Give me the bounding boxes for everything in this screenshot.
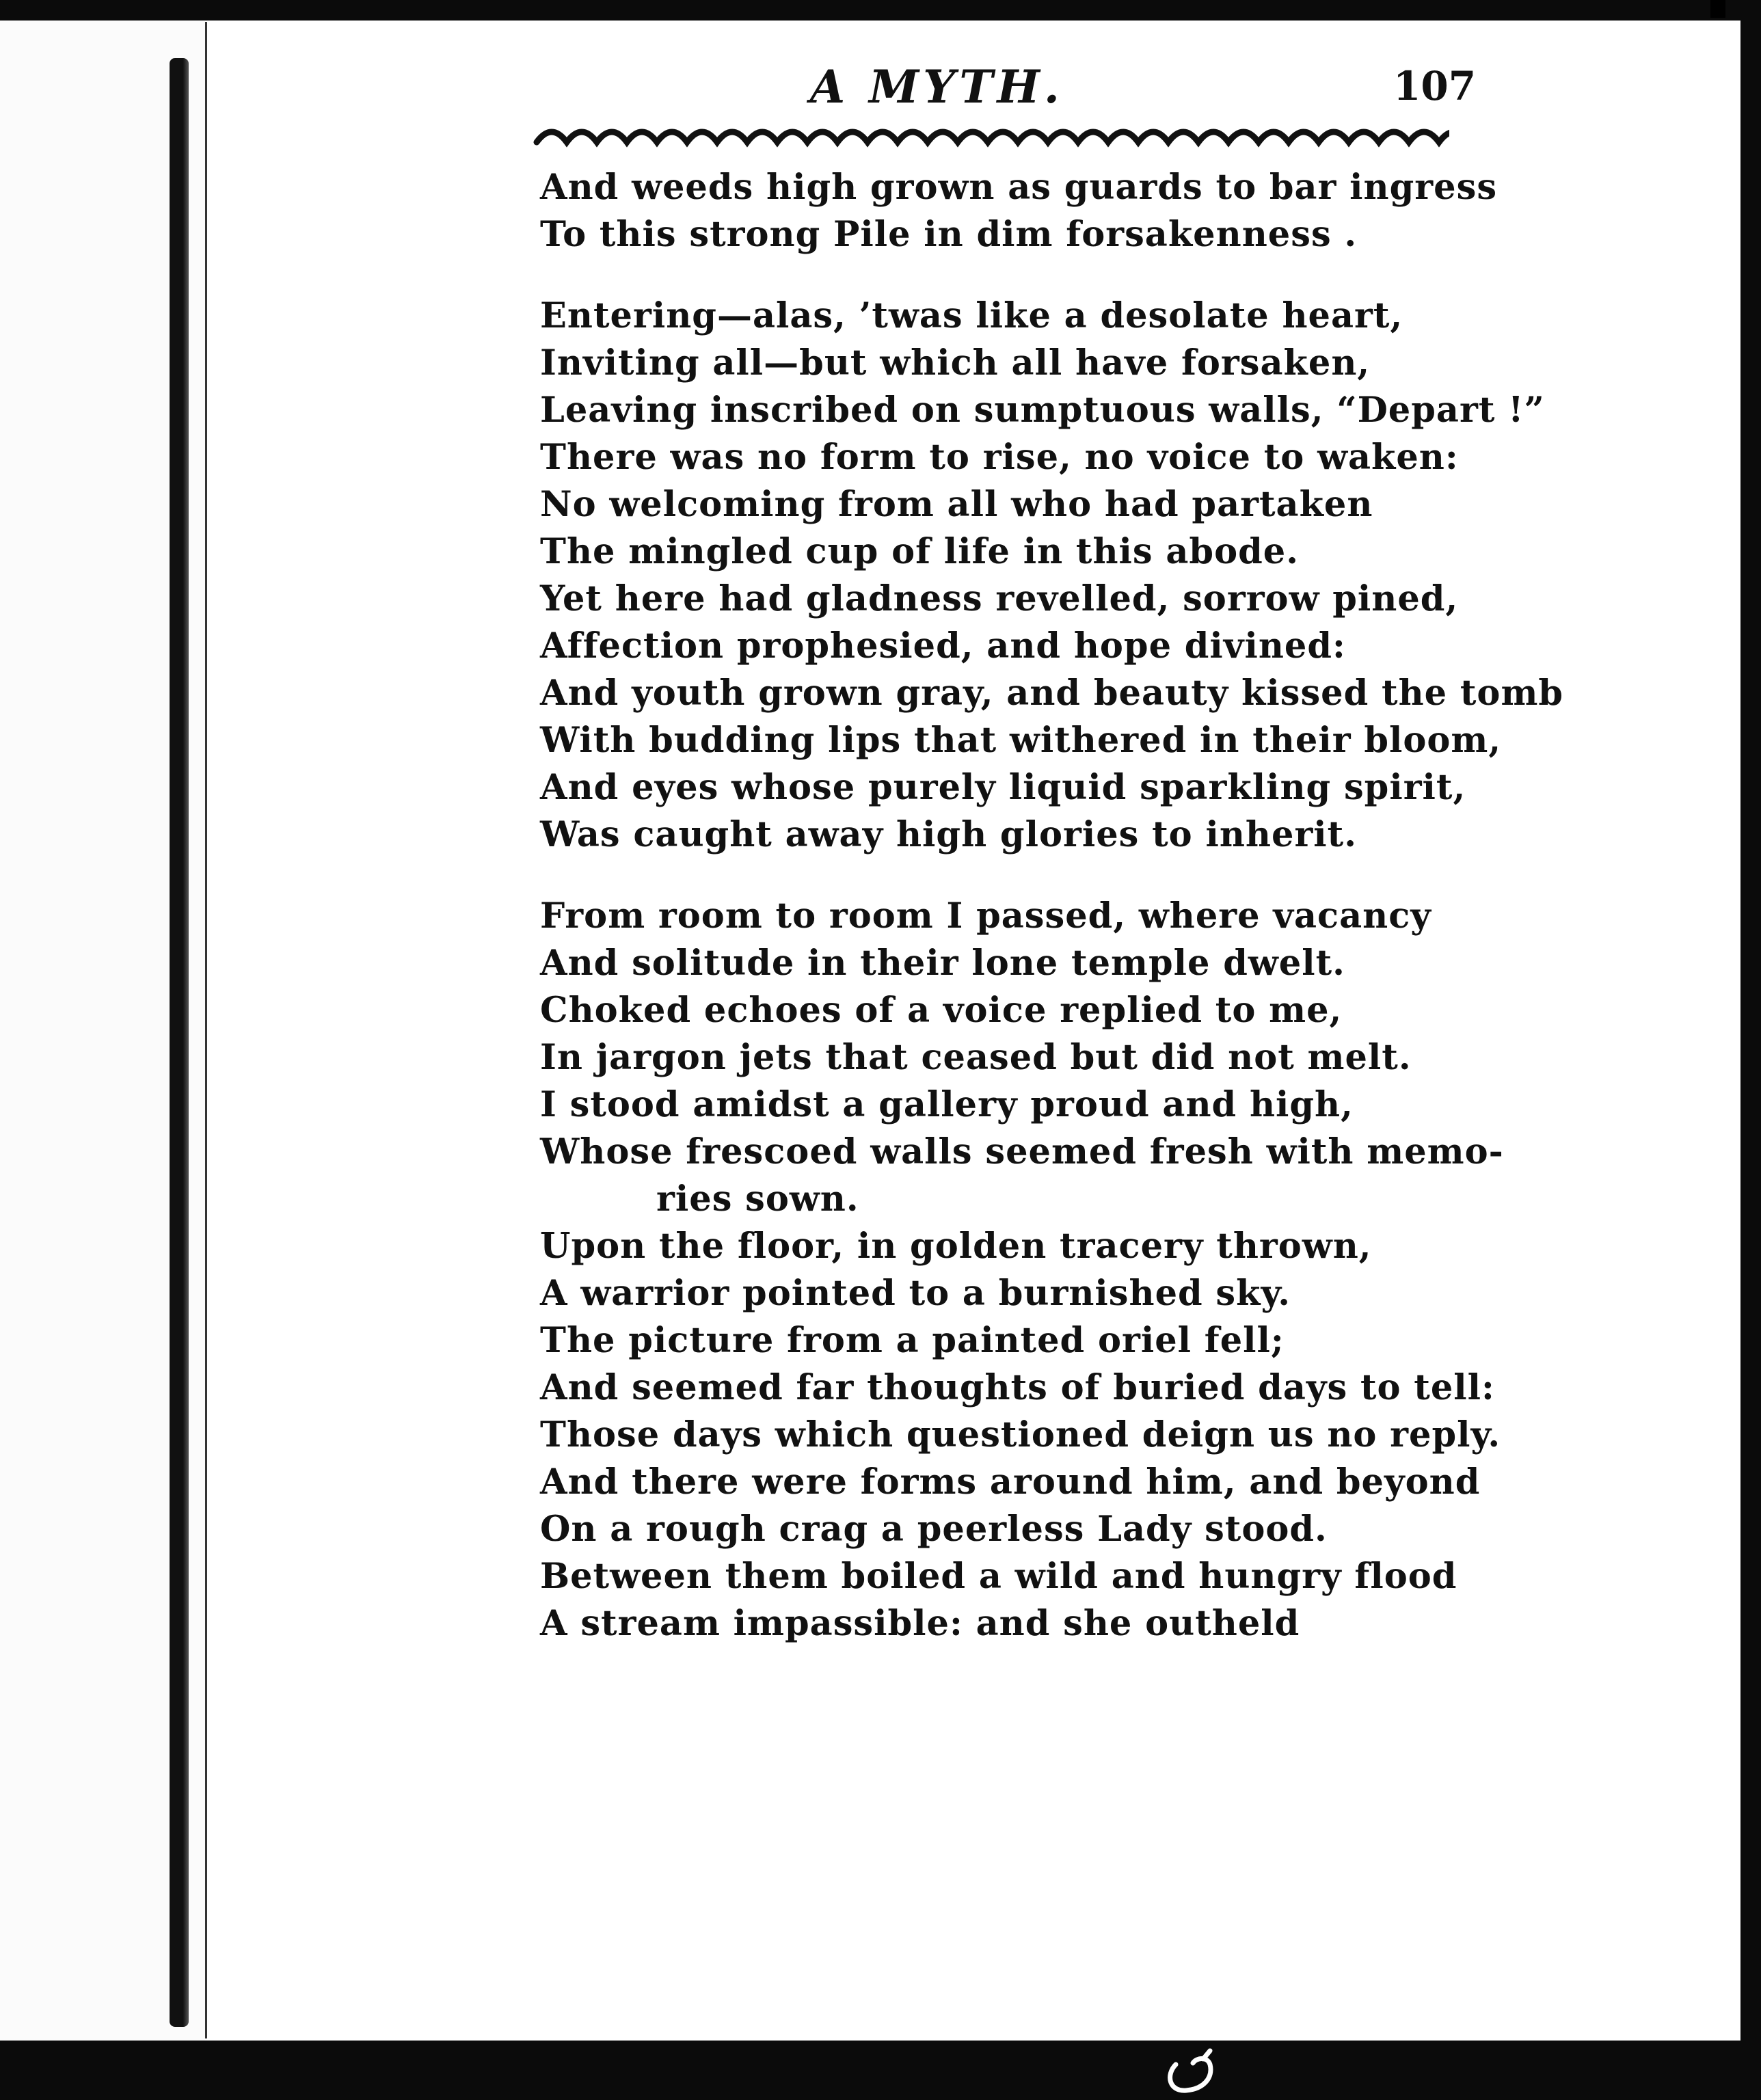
poem-line: Entering—alas, ’twas like a desolate heart,: [540, 295, 1403, 336]
scan-mark: [1162, 2044, 1224, 2099]
poem-line: And there were forms around him, and beyond: [540, 1462, 1481, 1503]
poem-line: Whose frescoed walls seemed fresh with memo-: [540, 1131, 1504, 1172]
scan-border-bottom: [0, 2041, 1761, 2100]
poem-line: There was no form to rise, no voice to waken:: [540, 437, 1459, 478]
poem-line: And seemed far thoughts of buried days to tell:: [540, 1367, 1495, 1408]
scan-border-right: [1740, 21, 1761, 2041]
poem-line: To this strong Pile in dim forsakenness .: [540, 214, 1358, 255]
stanza-break: [540, 258, 1497, 293]
scan-border-top: [0, 0, 1761, 21]
poem-line: ries sown.: [656, 1179, 859, 1220]
poem-line: From room to room I passed, where vacancy: [540, 896, 1431, 937]
poem-line: Between them boiled a wild and hungry flood: [540, 1556, 1457, 1597]
poem-line: A stream impassible: and she outheld: [540, 1603, 1300, 1644]
poem-line: Was caught away high glories to inherit.: [540, 814, 1357, 855]
poem-line: Inviting all—but which all have forsaken,: [540, 342, 1371, 383]
page-number: 107: [1393, 63, 1477, 109]
poem-line: I stood amidst a gallery proud and high,: [540, 1084, 1354, 1125]
poem-line: Affection prophesied, and hope divined:: [540, 625, 1346, 667]
running-title: A MYTH.: [810, 60, 1064, 113]
poem-line: Those days which questioned deign us no reply.: [540, 1414, 1501, 1455]
poem-line: Yet here had gladness revelled, sorrow pined,: [540, 578, 1459, 619]
book-gutter-shadow: [170, 58, 189, 2027]
poem-line: On a rough crag a peerless Lady stood.: [540, 1509, 1328, 1550]
poem-line: Upon the floor, in golden tracery thrown,: [540, 1226, 1372, 1267]
poem-text: [540, 164, 1564, 1647]
poem-line: No welcoming from all who had partaken: [540, 484, 1373, 525]
poem-line: And youth grown gray, and beauty kissed the tomb: [540, 673, 1564, 714]
poem-line: Choked echoes of a voice replied to me,: [540, 990, 1343, 1031]
poem-line: With budding lips that withered in their bloom,: [540, 720, 1502, 761]
poem-line: And eyes whose purely liquid sparkling spirit,: [540, 767, 1466, 808]
scan-corner-mark: [1710, 0, 1725, 18]
poem-line: The mingled cup of life in this abode.: [540, 531, 1299, 572]
poem-line: And solitude in their lone temple dwelt.: [540, 943, 1345, 984]
poem-line: A warrior pointed to a burnished sky.: [540, 1273, 1291, 1314]
poem-line: The picture from a painted oriel fell;: [540, 1320, 1285, 1361]
wavy-header-rule: [533, 115, 1449, 156]
stanza-break: [540, 859, 1497, 893]
poem-line: And weeds high grown as guards to bar ingress: [540, 167, 1498, 208]
poem-line: In jargon jets that ceased but did not melt.: [540, 1037, 1412, 1078]
poem-line: Leaving inscribed on sumptuous walls, “Depart !”: [540, 390, 1545, 431]
